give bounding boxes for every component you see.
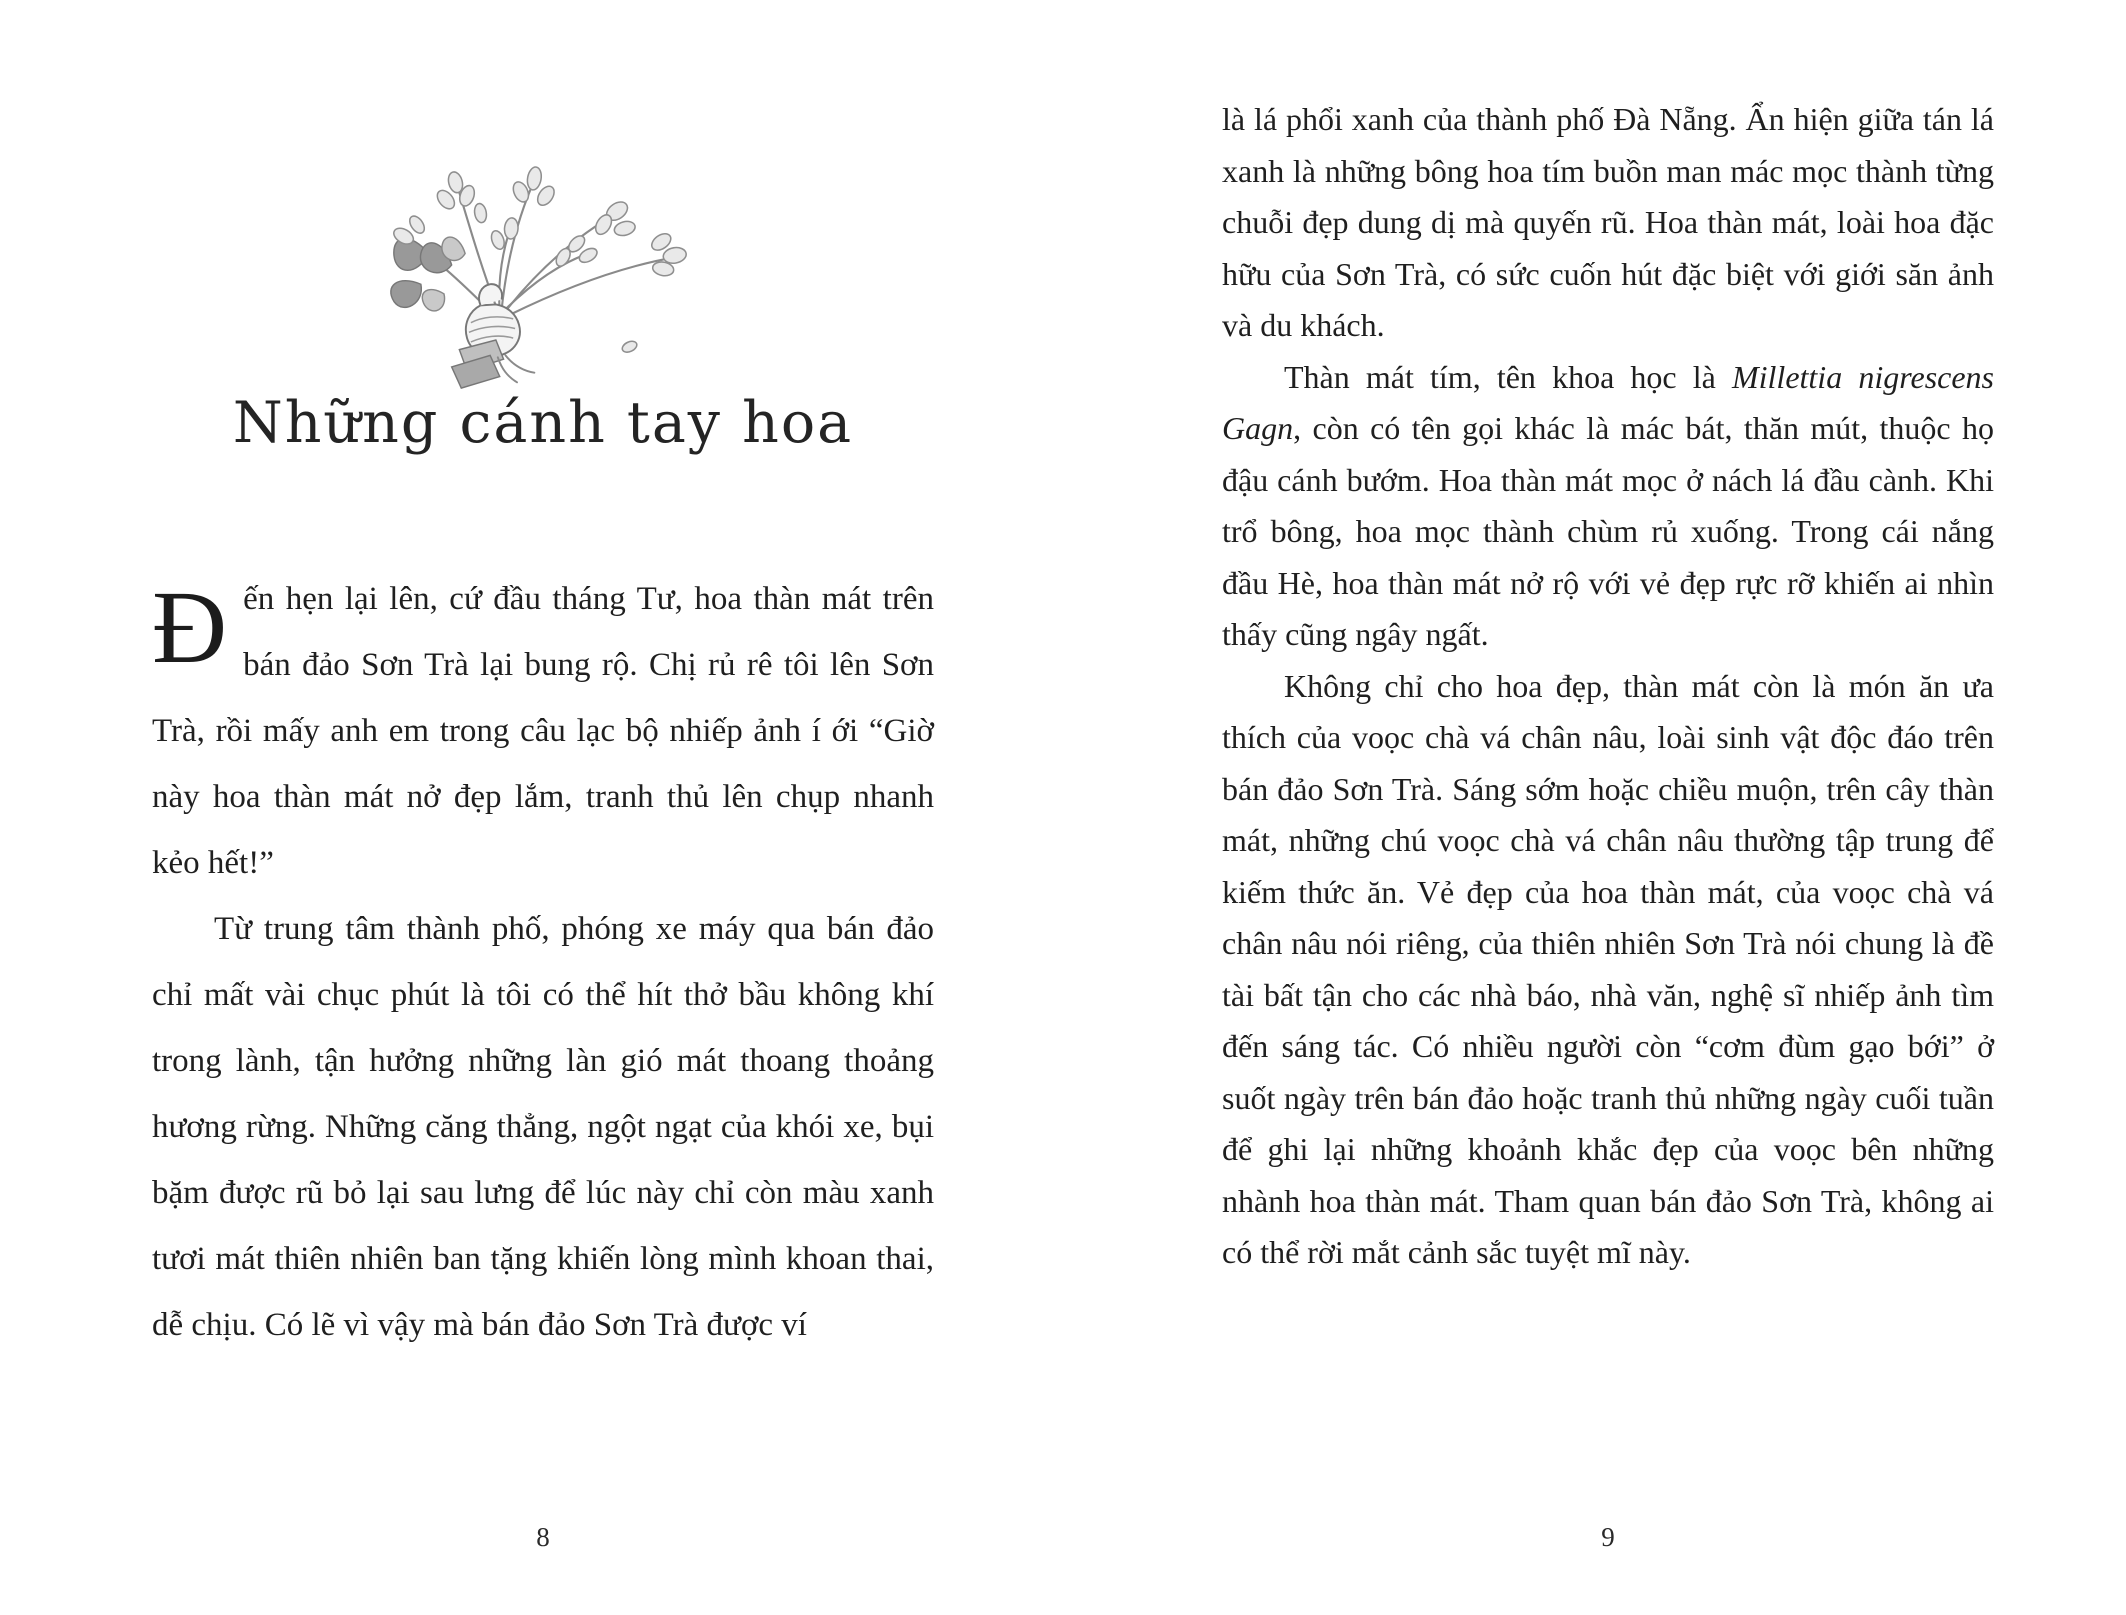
page-number-right: 9 — [1601, 1522, 1615, 1552]
flower-hand-illustration — [152, 140, 934, 390]
page-number-left: 8 — [536, 1522, 550, 1552]
page-left — [152, 0, 934, 1615]
species-name-italic: Millettia nigrescens Gagn — [1222, 358, 1994, 446]
chapter-title: Những cánh tay hoa — [232, 390, 854, 456]
paragraph: Không chỉ cho hoa đẹp, thàn mát còn là món ăn ưa thích của voọc chà vá chân nâu, loài sinh vật độc đáo trên bán đảo Sơn Trà. Sáng sớm hoặc chiều muộn, trên cây thàn mát, những chú voọc chà vá chân nâu thường tập trung để kiếm thức ăn. Vẻ đẹp của hoa thàn mát, của voọc chà vá chân nâu nói riêng, của thiên nhiên Sơn Trà nói chung là đề tài bất tận cho các nhà báo, nhà văn, nghệ sĩ nhiếp ảnh tìm đến sáng tác. Có nhiều người còn “cơm đùm gạo bới” ở suốt ngày trên bán đảo hoặc tranh thủ những ngày cuối tuần để ghi lại những khoảnh khắc đẹp của voọc bên những nhành hoa thàn mát. Tham quan bán đảo Sơn Trà, không ai có thể rời mắt cảnh sắc tuyệt mĩ này. — [1222, 667, 1994, 1270]
paragraph-with-species-name — [1222, 352, 1994, 661]
paragraph: Từ trung tâm thành phố, phóng xe máy qua bán đảo chỉ mất vài chục phút là tôi có thể hít thở bầu không khí trong lành, tận hưởng những làn gió mát thoang thoảng hương rừng. Những căng thẳng, ngột ngạt của khói xe, bụi bặm được rũ bỏ lại sau lưng để lúc này chỉ còn màu xanh tươi mát thiên nhiên ban tặng khiến lòng mình khoan thai, dễ chịu. Có lẽ vì vậy mà bán đảo Sơn Trà được ví — [152, 911, 934, 1343]
page-right — [1222, 0, 1994, 1615]
paragraph-text: Thàn mát tím, tên khoa học là — [1284, 358, 1732, 395]
drop-cap: Đ — [152, 570, 228, 685]
left-body-text — [152, 566, 934, 1358]
paragraph-text: ến hẹn lại lên, cứ đầu tháng Tư, hoa thàn mát trên bán đảo Sơn Trà lại bung rộ. Chị rủ rê tôi lên Sơn Trà, rồi mấy anh em trong câu lạc bộ nhiếp ảnh í ới “Giờ này hoa thàn mát nở đẹp lắm, tranh thủ lên chụp nhanh kẻo hết!” — [152, 581, 934, 881]
paragraph: là lá phổi xanh của thành phố Đà Nẵng. Ẩn hiện giữa tán lá xanh là những bông hoa tím buồn man mác mọc thành từng chuỗi đẹp dung dị mà quyến rũ. Hoa thàn mát, loài hoa đặc hữu của Sơn Trà, có sức cuốn hút đặc biệt với giới săn ảnh và du khách. — [1222, 101, 1994, 343]
paragraph-text: , còn có tên gọi khác là mác bát, thăn mút, thuộc họ đậu cánh bướm. Hoa thàn mát mọc ở nách lá đầu cành. Khi trổ bông, hoa mọc thành chùm rủ xuống. Trong cái nắng đầu Hè, hoa thàn mát nở rộ với vẻ đẹp rực rỡ khiến ai nhìn thấy cũng ngây ngất. — [1222, 410, 1994, 652]
right-body-text — [1222, 94, 1994, 1279]
paragraph-dropcap — [152, 566, 934, 896]
hand-holding-flowers-icon — [328, 140, 758, 390]
